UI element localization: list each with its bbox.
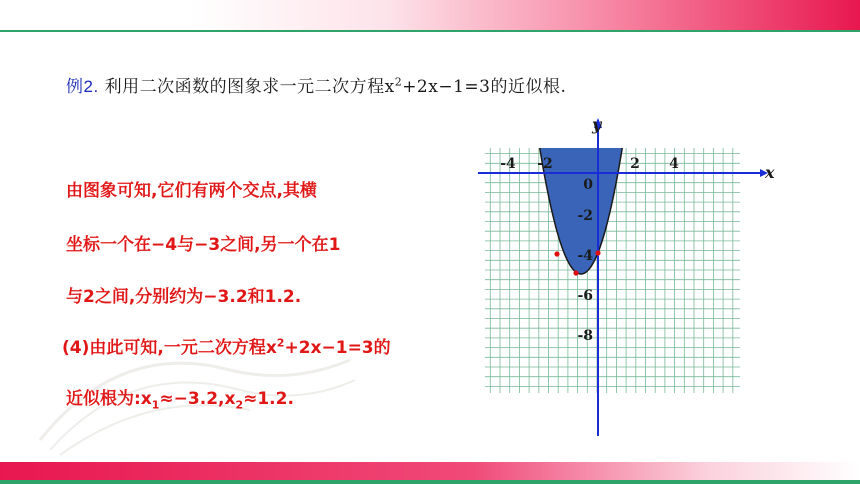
intersection-point	[595, 250, 600, 255]
y-axis-label: y	[592, 115, 602, 134]
conclusion-text-pre: (4)由此可知,一元二次方程x	[62, 338, 277, 358]
header-divider	[0, 30, 860, 32]
y-tick-label: -4	[577, 248, 593, 264]
x-tick-label: 4	[669, 156, 679, 172]
y-tick-label: -2	[577, 208, 593, 224]
intersection-point	[554, 251, 559, 256]
x-axis-label: x	[765, 163, 775, 182]
header-gradient-bar	[0, 0, 860, 30]
x-tick-label: -2	[537, 156, 553, 172]
answer-sub-2: 2	[235, 398, 244, 412]
problem-title	[66, 72, 566, 97]
title-text-pre: 利用二次函数的图象求一元二次方程x	[104, 77, 395, 97]
title-exponent: 2	[394, 75, 403, 89]
explanation-line-1: 由图象可知,它们有两个交点,其横	[66, 181, 317, 201]
footer-divider	[0, 480, 860, 484]
decorative-book-watermark	[30, 300, 360, 460]
answer-text-post: ≈1.2.	[243, 389, 294, 409]
y-tick-label: -8	[577, 328, 593, 344]
intersection-point	[573, 270, 578, 275]
conclusion-line-1	[62, 333, 391, 358]
conclusion-line-2	[66, 384, 294, 411]
answer-text-pre: 近似根为:x	[66, 389, 152, 409]
y-tick-label: 0	[583, 177, 593, 193]
footer-gradient-bar	[0, 462, 860, 480]
x-tick-label: 2	[630, 156, 640, 172]
conclusion-exponent: 2	[276, 336, 285, 350]
y-tick-label: -6	[577, 288, 593, 304]
explanation-line-3: 与2之间,分别约为−3.2和1.2.	[66, 287, 302, 307]
answer-sub-1: 1	[151, 398, 160, 412]
x-tick-label: -4	[500, 156, 516, 172]
conclusion-text-post: +2x−1=3的	[284, 338, 391, 358]
answer-text-mid: ≈−3.2,x	[159, 389, 236, 409]
example-label: 例2.	[66, 77, 99, 96]
parabola-graph	[470, 108, 790, 438]
explanation-line-2: 坐标一个在−4与−3之间,另一个在1	[66, 235, 341, 255]
title-text-post: +2x−1=3的近似根.	[402, 77, 567, 97]
